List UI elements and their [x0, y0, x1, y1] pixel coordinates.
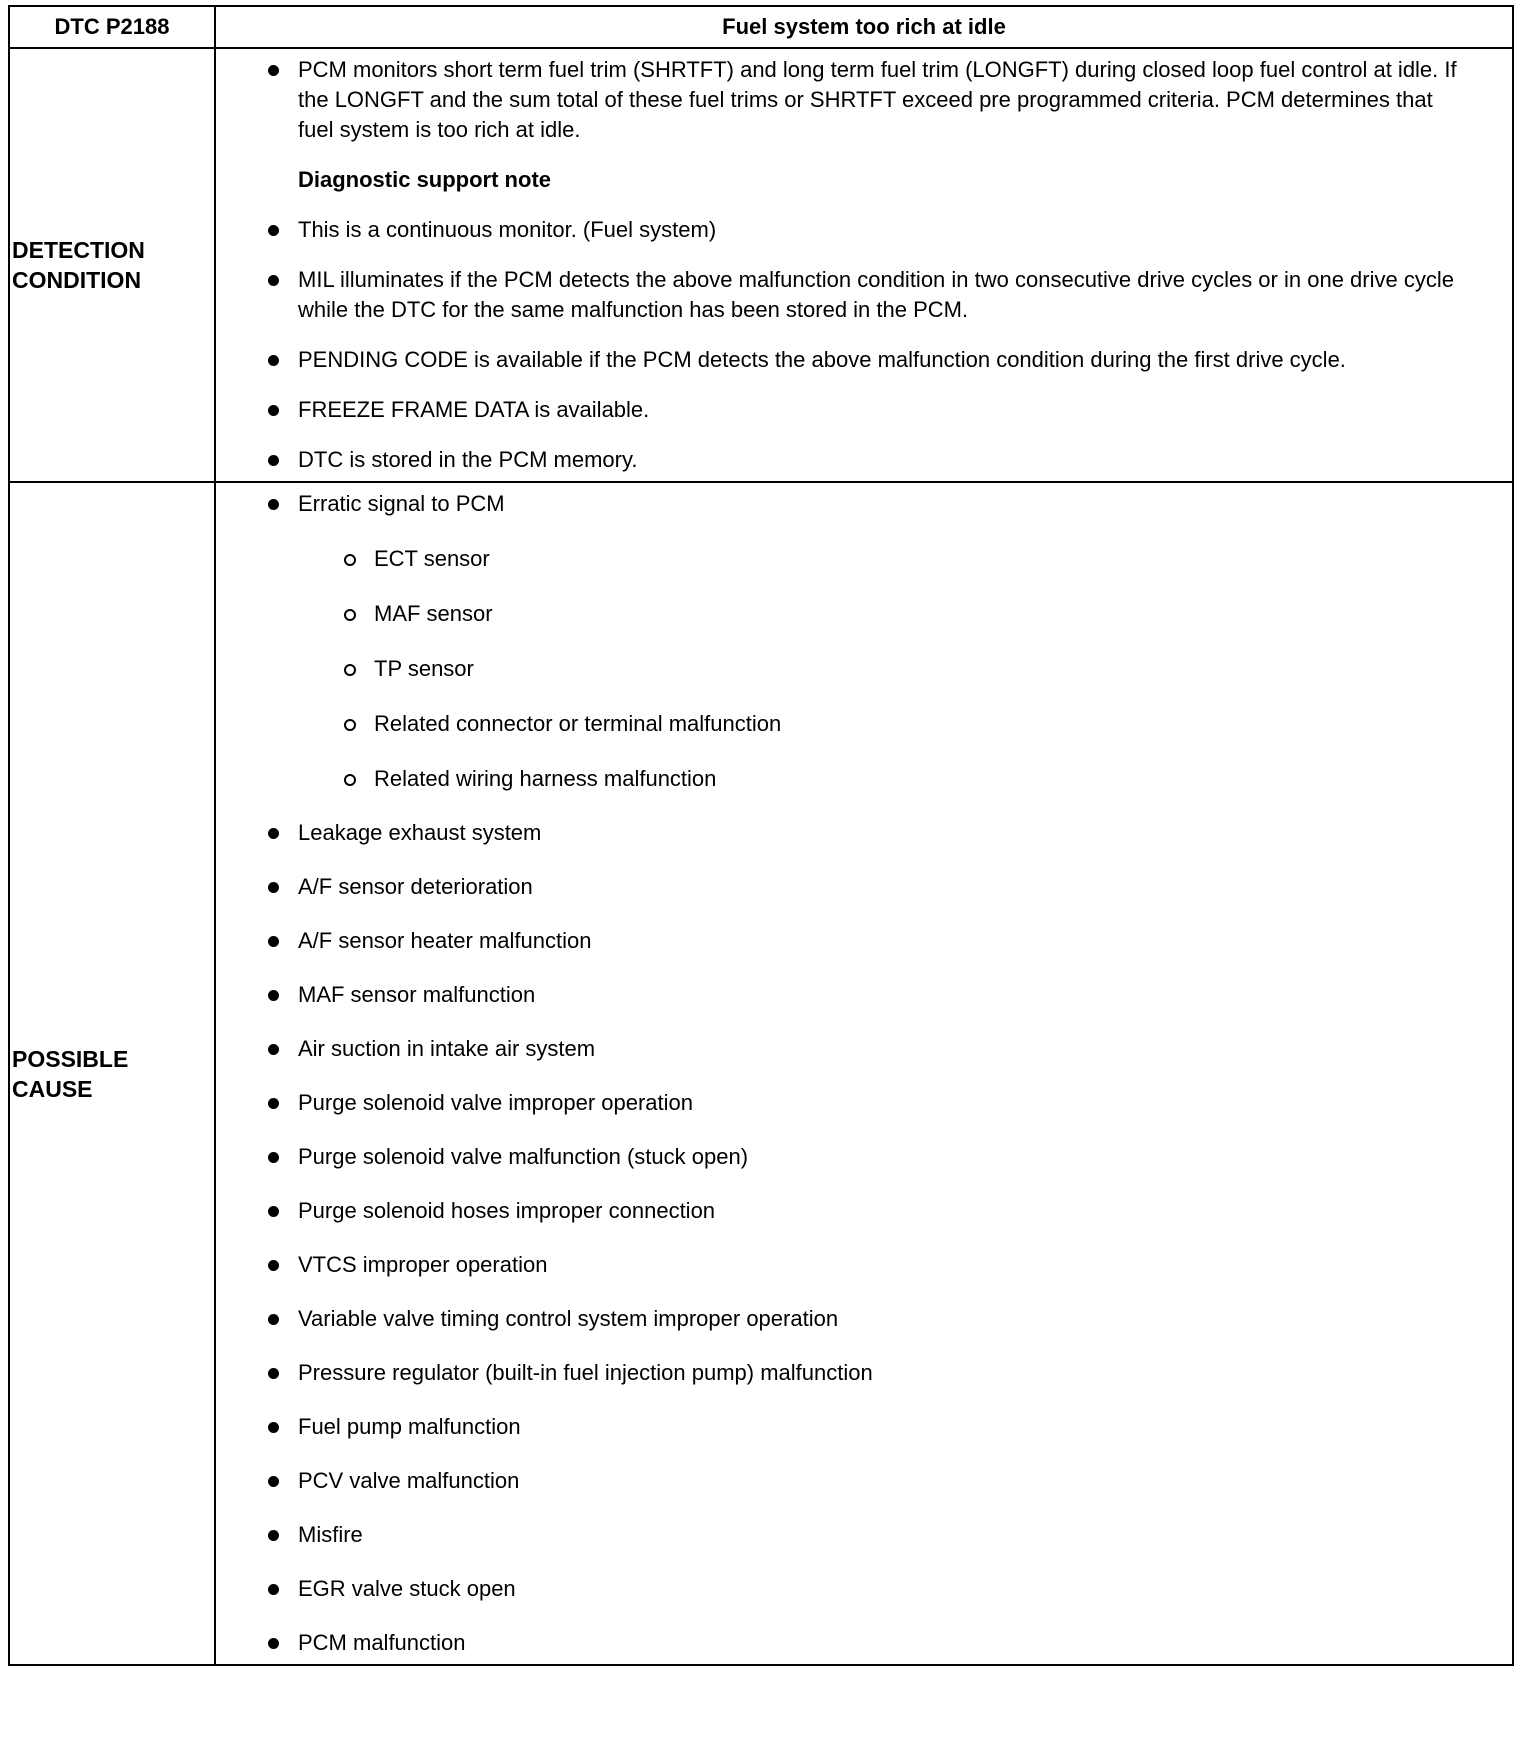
possible-cause-row: [9, 482, 1513, 1665]
list-item: A/F sensor heater malfunction: [266, 926, 1462, 956]
sub-list-item: TP sensor: [342, 654, 1462, 684]
list-item: DTC is stored in the PCM memory.: [266, 445, 1462, 475]
list-item: This is a continuous monitor. (Fuel system): [266, 215, 1462, 245]
list-item: Fuel pump malfunction: [266, 1412, 1462, 1442]
dtc-code: DTC P2188: [9, 6, 215, 48]
list-item: PENDING CODE is available if the PCM detects the above malfunction condition during the first drive cycle.: [266, 345, 1462, 375]
detection-list: [216, 49, 1512, 481]
list-item: Leakage exhaust system: [266, 818, 1462, 848]
list-item: Variable valve timing control system improper operation: [266, 1304, 1462, 1334]
list-item: PCV valve malfunction: [266, 1466, 1462, 1496]
detection-condition-content: [215, 48, 1513, 482]
list-item: Purge solenoid valve malfunction (stuck open): [266, 1142, 1462, 1172]
erratic-signal-sublist: [298, 544, 1462, 794]
list-item: Misfire: [266, 1520, 1462, 1550]
list-item: MIL illuminates if the PCM detects the above malfunction condition in two consecutive drive cycles or in one drive cycle while the DTC for the same malfunction has been stored in the PCM.: [266, 265, 1462, 325]
possible-cause-label: POSSIBLE CAUSE: [9, 482, 215, 1665]
list-item: EGR valve stuck open: [266, 1574, 1462, 1604]
header-row: [9, 6, 1513, 48]
list-item: MAF sensor malfunction: [266, 980, 1462, 1010]
list-item: PCM monitors short term fuel trim (SHRTFT) and long term fuel trim (LONGFT) during closed loop fuel control at idle. If the LONGFT and the sum total of these fuel trims or SHRTFT exceed pre programmed criteria. PCM determines that fuel system is too rich at idle.: [266, 55, 1462, 145]
detection-condition-row: [9, 48, 1513, 482]
erratic-signal-text: Erratic signal to PCM: [298, 491, 505, 516]
dtc-title: Fuel system too rich at idle: [215, 6, 1513, 48]
detection-condition-label: DETECTION CONDITION: [9, 48, 215, 482]
diagnostic-support-note-heading: Diagnostic support note: [298, 167, 551, 192]
sub-list-item: Related wiring harness malfunction: [342, 764, 1462, 794]
sub-list-item: MAF sensor: [342, 599, 1462, 629]
list-item: Pressure regulator (built-in fuel injection pump) malfunction: [266, 1358, 1462, 1388]
list-item: Air suction in intake air system: [266, 1034, 1462, 1064]
list-item: FREEZE FRAME DATA is available.: [266, 395, 1462, 425]
list-item: A/F sensor deterioration: [266, 872, 1462, 902]
list-item: VTCS improper operation: [266, 1250, 1462, 1280]
list-item: [266, 489, 1462, 794]
list-item: Purge solenoid hoses improper connection: [266, 1196, 1462, 1226]
sub-list-item: Related connector or terminal malfunction: [342, 709, 1462, 739]
possible-cause-content: [215, 482, 1513, 1665]
sub-list-item: ECT sensor: [342, 544, 1462, 574]
list-item: PCM malfunction: [266, 1628, 1462, 1658]
possible-cause-list: [216, 483, 1512, 1664]
list-item: Purge solenoid valve improper operation: [266, 1088, 1462, 1118]
dtc-table: [8, 5, 1514, 1666]
